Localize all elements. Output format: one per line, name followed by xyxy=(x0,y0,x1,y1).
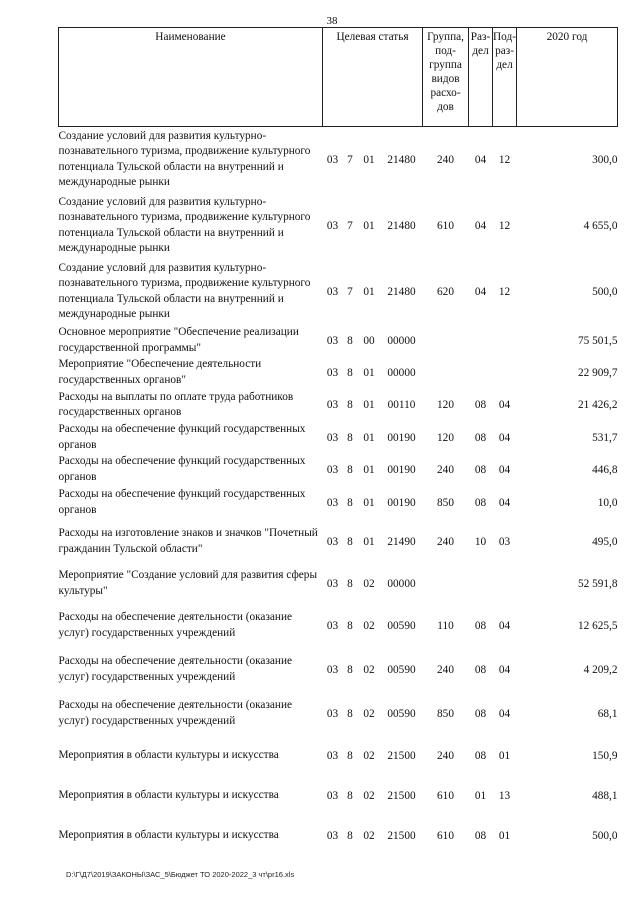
row-event: 01 xyxy=(363,219,375,232)
row-direction: 00590 xyxy=(387,619,416,632)
row-name: Расходы на обеспечение деятельности (оказание услуг) государственных учреждений xyxy=(58,655,293,683)
row-direction: 21500 xyxy=(387,829,416,842)
row-program: 03 xyxy=(326,219,339,232)
row-name: Расходы на обеспечение функций государственных органов xyxy=(58,423,306,451)
row-subsection: 12 xyxy=(498,153,511,166)
row-name: Мероприятия в области культуры и искусства xyxy=(58,828,279,841)
row-section: 08 xyxy=(474,463,487,476)
row-subprogram: 8 xyxy=(347,707,353,720)
row-subsection: 13 xyxy=(498,789,511,802)
row-direction: 00190 xyxy=(387,463,416,476)
row-program: 03 xyxy=(326,334,339,347)
row-subsection: 04 xyxy=(498,399,511,411)
row-event: 02 xyxy=(363,789,375,802)
row-amount: 12 625,5 xyxy=(577,619,618,632)
row-group: 610 xyxy=(437,789,454,802)
row-event: 01 xyxy=(363,285,375,298)
row-direction: 00000 xyxy=(387,334,416,347)
table-row xyxy=(59,604,618,648)
row-group xyxy=(423,357,469,389)
row-name: Расходы на обеспечение деятельности (оказание услуг) государственных учреждений xyxy=(58,699,293,727)
table-row xyxy=(59,736,618,776)
row-program: 03 xyxy=(326,577,339,590)
table-body xyxy=(59,127,618,856)
row-event: 01 xyxy=(363,463,375,476)
row-amount: 75 501,5 xyxy=(577,334,618,347)
row-amount: 52 591,8 xyxy=(577,577,618,590)
row-program: 03 xyxy=(326,463,339,476)
row-subprogram: 8 xyxy=(347,619,353,632)
row-subprogram: 8 xyxy=(347,749,353,762)
row-name: Мероприятия в области культуры и искусства xyxy=(58,748,279,761)
row-subprogram: 8 xyxy=(347,334,353,347)
row-amount: 150,9 xyxy=(592,749,618,762)
row-amount: 21 426,2 xyxy=(577,399,618,411)
row-name: Расходы на обеспечение функций государственных органов xyxy=(58,488,306,516)
row-group: 620 xyxy=(437,285,454,298)
row-program: 03 xyxy=(326,829,339,842)
row-amount: 500,0 xyxy=(592,285,618,298)
row-name: Мероприятие "Обеспечение деятельности государственных органов" xyxy=(58,358,262,386)
row-program: 03 xyxy=(326,707,339,720)
budget-table xyxy=(58,27,618,856)
row-direction: 00000 xyxy=(387,577,416,590)
row-event: 01 xyxy=(363,431,375,444)
footer-file-path: D:\Г\Д7\2019\ЗАКОНЫ\ЗАС_5\Бюджет ТО 2020-2022_3 чт\pr16.xls xyxy=(66,870,295,879)
row-group: 120 xyxy=(437,431,454,444)
row-amount: 300,0 xyxy=(592,153,618,166)
table-row xyxy=(59,325,618,357)
row-program: 03 xyxy=(326,789,339,802)
row-subsection: 01 xyxy=(498,829,511,842)
table-row xyxy=(59,564,618,604)
row-program: 03 xyxy=(326,619,339,632)
row-section: 08 xyxy=(474,829,487,842)
row-group xyxy=(423,564,469,604)
row-subprogram: 7 xyxy=(347,219,353,232)
row-subprogram: 7 xyxy=(347,285,353,298)
row-event: 01 xyxy=(363,496,375,509)
row-group: 240 xyxy=(437,749,454,762)
row-direction: 00110 xyxy=(387,399,416,411)
row-subprogram: 8 xyxy=(347,663,353,676)
row-direction: 21480 xyxy=(387,285,416,298)
row-program: 03 xyxy=(326,749,339,762)
row-event: 01 xyxy=(363,399,375,411)
row-section xyxy=(469,564,493,604)
row-name: Расходы на обеспечение деятельности (оказание услуг) государственных учреждений xyxy=(58,611,293,639)
row-section: 08 xyxy=(474,619,487,632)
row-subsection: 04 xyxy=(498,431,511,444)
table-row xyxy=(59,259,618,325)
table-row xyxy=(59,648,618,692)
row-group xyxy=(423,325,469,357)
row-subprogram: 7 xyxy=(347,153,353,166)
row-group: 240 xyxy=(437,463,454,476)
row-event: 02 xyxy=(363,663,375,676)
table-row xyxy=(59,422,618,454)
row-direction: 21500 xyxy=(387,749,416,762)
row-section xyxy=(469,357,493,389)
row-subsection: 12 xyxy=(498,219,511,232)
row-subsection: 03 xyxy=(498,535,511,548)
row-direction: 21490 xyxy=(387,535,416,548)
table-row xyxy=(59,193,618,259)
row-program: 03 xyxy=(326,663,339,676)
row-name: Мероприятие "Создание условий для развития сферы культуры" xyxy=(58,569,318,597)
row-section: 04 xyxy=(474,153,487,166)
row-direction: 00590 xyxy=(387,707,416,720)
row-name: Создание условий для развития культурно-познавательного туризма, продвижение культурного потенциала Тульской области на внутренний и международные рынки xyxy=(58,129,311,189)
row-section: 08 xyxy=(474,431,487,444)
row-program: 03 xyxy=(326,285,339,298)
row-subprogram: 8 xyxy=(347,463,353,476)
row-section: 04 xyxy=(474,285,487,298)
row-section: 08 xyxy=(474,399,487,411)
row-subsection: 04 xyxy=(498,463,511,476)
row-subsection: 04 xyxy=(498,663,511,676)
row-amount: 500,0 xyxy=(592,829,618,842)
row-direction: 21480 xyxy=(387,153,416,166)
row-direction: 00190 xyxy=(387,496,416,509)
row-direction: 21480 xyxy=(387,219,416,232)
row-subprogram: 8 xyxy=(347,789,353,802)
row-direction: 21500 xyxy=(387,789,416,802)
row-amount: 495,0 xyxy=(592,535,618,548)
row-event: 02 xyxy=(363,619,375,632)
table-row xyxy=(59,127,618,193)
row-event: 02 xyxy=(363,749,375,762)
row-name: Основное мероприятие "Обеспечение реализации государственной программы" xyxy=(58,326,299,354)
row-program: 03 xyxy=(326,399,339,411)
row-subsection xyxy=(493,357,517,389)
row-group: 240 xyxy=(437,153,454,166)
row-group: 850 xyxy=(437,707,454,720)
row-subprogram: 8 xyxy=(347,496,353,509)
row-group: 240 xyxy=(437,663,454,676)
row-subprogram: 8 xyxy=(347,829,353,842)
row-event: 02 xyxy=(363,707,375,720)
row-subprogram: 8 xyxy=(347,535,353,548)
header-name: Наименование xyxy=(59,28,323,127)
row-subprogram: 8 xyxy=(347,431,353,444)
row-program: 03 xyxy=(326,535,339,548)
row-subsection: 04 xyxy=(498,707,511,720)
row-name: Расходы на выплаты по оплате труда работников государственных органов xyxy=(58,390,294,418)
row-direction: 00190 xyxy=(387,431,416,444)
row-event: 00 xyxy=(363,334,375,347)
table-row xyxy=(59,776,618,816)
row-amount: 10,0 xyxy=(597,496,618,509)
row-group: 240 xyxy=(437,535,454,548)
page-number: 38 xyxy=(326,15,338,27)
row-name: Создание условий для развития культурно-познавательного туризма, продвижение культурного потенциала Тульской области на внутренний и международные рынки xyxy=(58,195,311,254)
row-direction: 00000 xyxy=(387,366,416,379)
row-subprogram: 8 xyxy=(347,577,353,590)
row-program: 03 xyxy=(326,496,339,509)
row-event: 02 xyxy=(363,577,375,590)
row-subsection xyxy=(493,564,517,604)
row-group: 120 xyxy=(437,399,454,411)
row-group: 610 xyxy=(437,829,454,842)
row-name: Создание условий для развития культурно-познавательного туризма, продвижение культурного потенциала Тульской области на внутренний и международные рынки xyxy=(58,261,311,320)
row-program: 03 xyxy=(326,366,339,379)
row-group: 610 xyxy=(437,219,454,232)
row-amount: 488,1 xyxy=(592,789,618,802)
row-subprogram: 8 xyxy=(347,399,353,411)
table-row xyxy=(59,357,618,389)
row-amount: 4 209,2 xyxy=(583,663,618,676)
row-amount: 4 655,0 xyxy=(583,219,618,232)
header-group: Группа, под-группа видов расхо-дов xyxy=(423,28,469,127)
table-row xyxy=(59,692,618,736)
row-event: 01 xyxy=(363,535,375,548)
row-name: Расходы на изготовление знаков и значков "Почетный гражданин Тульской области" xyxy=(58,527,318,555)
row-subsection: 04 xyxy=(498,496,511,509)
row-section: 04 xyxy=(474,219,487,232)
row-program: 03 xyxy=(326,153,339,166)
table-header-row xyxy=(59,28,618,127)
header-target-article: Целевая статья xyxy=(323,28,423,127)
row-section xyxy=(469,325,493,357)
row-name: Мероприятия в области культуры и искусства xyxy=(58,788,279,801)
row-subprogram: 8 xyxy=(347,366,353,379)
table-row xyxy=(59,454,618,486)
row-section: 01 xyxy=(474,789,487,802)
row-event: 01 xyxy=(363,366,375,379)
header-section: Раз-дел xyxy=(469,28,493,127)
row-amount: 22 909,7 xyxy=(577,366,618,379)
table-row xyxy=(59,486,618,520)
row-section: 08 xyxy=(474,663,487,676)
row-group: 110 xyxy=(437,619,454,632)
header-year: 2020 год xyxy=(517,28,618,127)
row-program: 03 xyxy=(326,431,339,444)
row-section: 10 xyxy=(474,535,487,548)
row-group: 850 xyxy=(437,496,454,509)
row-amount: 531,7 xyxy=(592,431,618,444)
row-subsection: 04 xyxy=(498,619,511,632)
row-direction: 00590 xyxy=(387,663,416,676)
row-subsection: 12 xyxy=(498,285,511,298)
row-subsection: 01 xyxy=(498,749,511,762)
header-subsection: Под-раз-дел xyxy=(493,28,517,127)
row-name: Расходы на обеспечение функций государственных органов xyxy=(58,455,306,483)
row-section: 08 xyxy=(474,496,487,509)
table-row xyxy=(59,389,618,422)
row-section: 08 xyxy=(474,707,487,720)
row-amount: 446,8 xyxy=(592,463,618,476)
row-event: 02 xyxy=(363,829,375,842)
row-amount: 68,1 xyxy=(597,707,618,720)
row-event: 01 xyxy=(363,153,375,166)
table-row xyxy=(59,816,618,856)
row-subsection xyxy=(493,325,517,357)
row-section: 08 xyxy=(474,749,487,762)
table-row xyxy=(59,520,618,564)
